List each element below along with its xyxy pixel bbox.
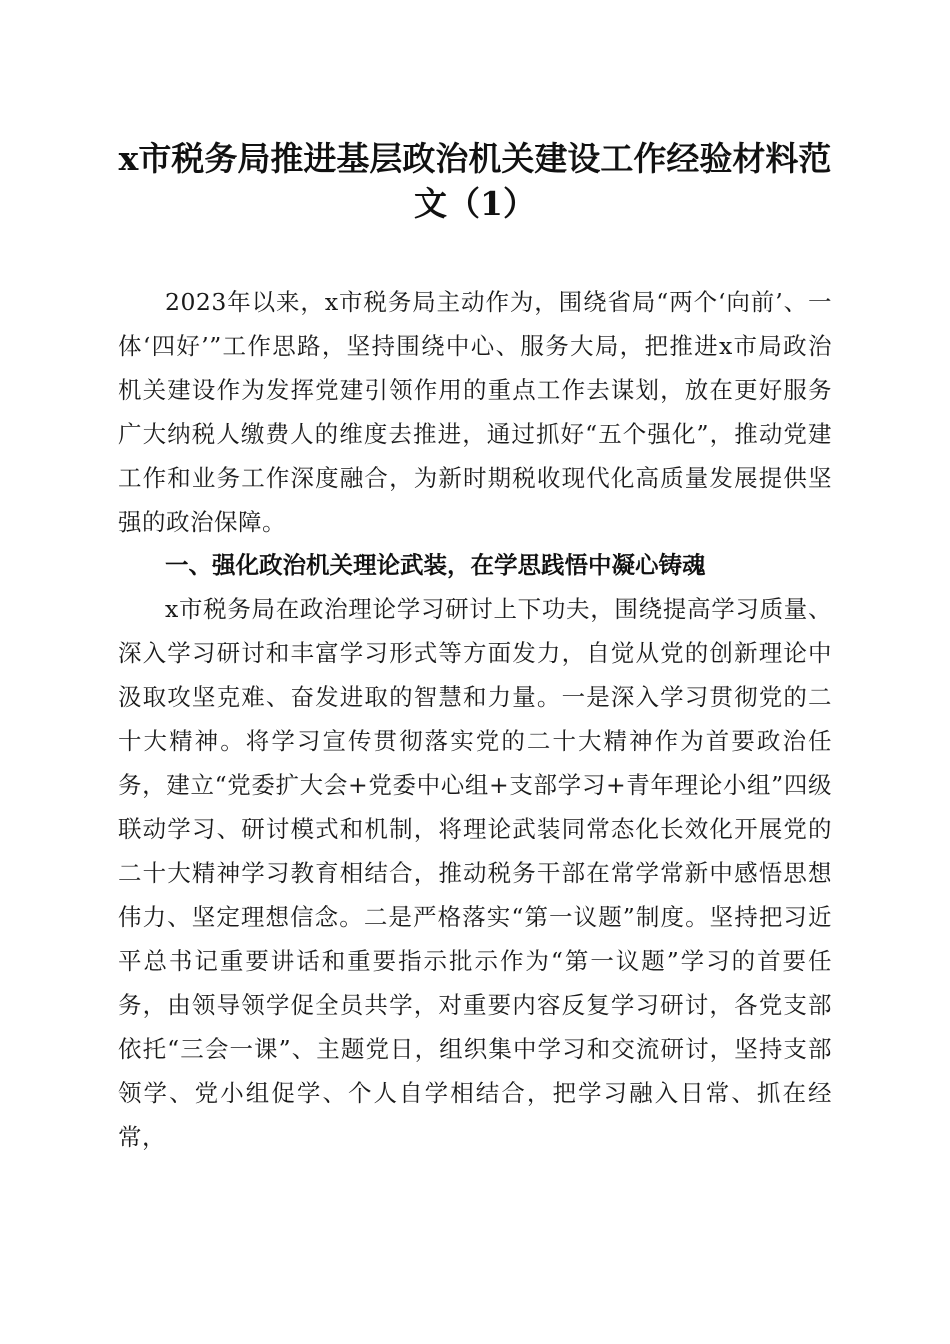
document-title: x市税务局推进基层政治机关建设工作经验材料范文（1）: [118, 139, 832, 223]
section-heading: 一、强化政治机关理论武装，在学思践悟中凝心铸魂: [165, 551, 706, 579]
section-body-paragraph: x市税务局在政治理论学习研讨上下功夫，围绕提高学习质量、深入学习研讨和丰富学习形式等方面发力，自觉从党的创新理论中汲取攻坚克难、奋发进取的智慧和力量。一是深入学习贯彻党的二十大精神。将学习宣传贯彻落实党的二十大精神作为首要政治任务，建立“党委扩大会+党委中心组+支部学习+青年理论小组”四级联动学习、研讨模式和机制，将理论武装同常态化长效化开展党的二十大精神学习教育相结合，推动税务干部在常学常新中感悟思想伟力、坚定理想信念。二是严格落实“第一议题”制度。坚持把习近平总书记重要讲话和重要指示批示作为“第一议题”学习的首要任务，由领导领学促全员共学，对重要内容反复学习研讨，各党支部依托“三会一课”、主题党日，组织集中学习和交流研讨，坚持支部领学、党小组促学、个人自学相结合，把学习融入日常、抓在经常，: [118, 595, 832, 1151]
intro-paragraph: 2023年以来，x市税务局主动作为，围绕省局“两个‘向前’、一体‘四好’”工作思路，坚持围绕中心、服务大局，把推进x市局政治机关建设作为发挥党建引领作用的重点工作去谋划，放在更好服务广大纳税人缴费人的维度去推进，通过抓好“五个强化”，推动党建工作和业务工作深度融合，为新时期税收现代化高质量发展提供坚强的政治保障。: [118, 288, 832, 536]
